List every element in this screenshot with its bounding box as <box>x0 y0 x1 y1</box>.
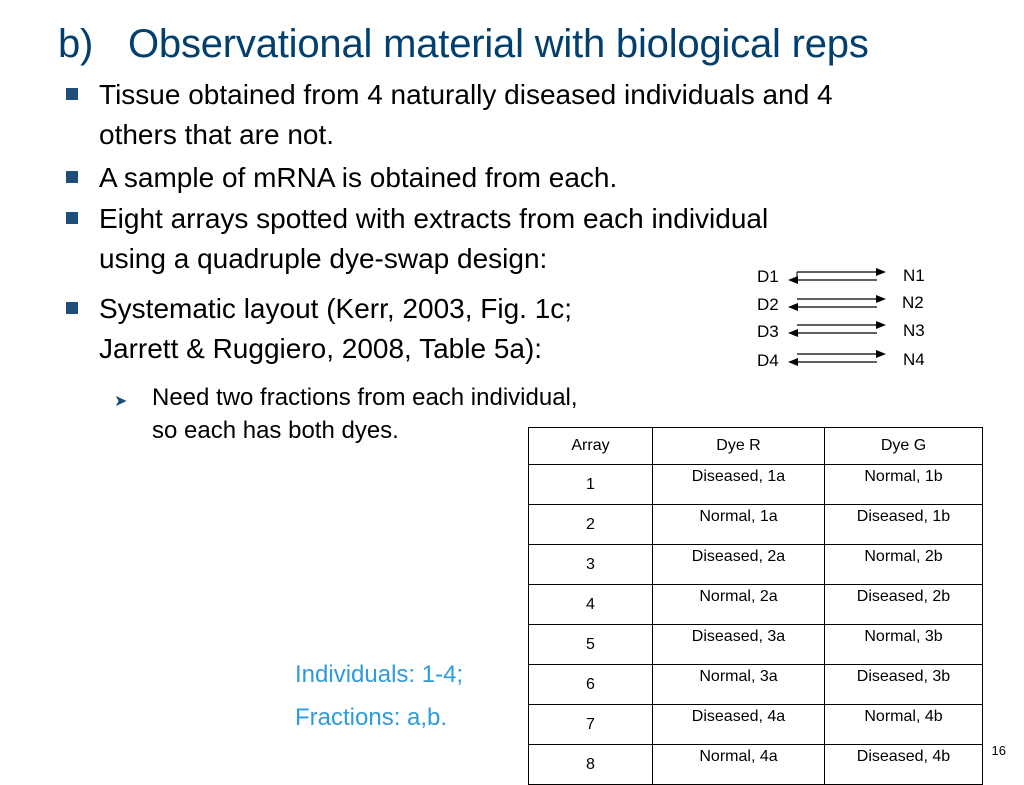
arrow-bullet-icon: ➤ <box>114 393 128 410</box>
arrowhead-left-icon <box>788 329 798 337</box>
bullet-mrna <box>99 158 617 198</box>
table-row <box>529 705 983 745</box>
cell-array: 6 <box>529 665 653 705</box>
title-letter: b) <box>58 22 94 66</box>
table-row <box>529 545 983 585</box>
header-dye-r: Dye R <box>653 428 825 465</box>
cell-array: 5 <box>529 625 653 665</box>
header-dye-g: Dye G <box>825 428 983 465</box>
arrowhead-right-icon <box>876 321 886 329</box>
cell-dye-g: Normal, 2b <box>825 545 983 585</box>
page-number: 16 <box>991 743 1006 758</box>
cell-array: 7 <box>529 705 653 745</box>
diagram-label-d3: D3 <box>757 322 779 341</box>
note-individuals: Individuals: 1-4; <box>295 661 464 688</box>
header-array: Array <box>529 428 653 465</box>
arrowhead-left-icon <box>788 303 798 311</box>
cell-dye-g: Diseased, 4b <box>825 745 983 785</box>
square-bullet-icon <box>66 212 78 224</box>
cell-array: 2 <box>529 505 653 545</box>
bullet-line: A sample of mRNA is obtained from each. <box>99 162 618 193</box>
cell-array: 8 <box>529 745 653 785</box>
dye-swap-diagram <box>740 256 960 376</box>
cell-dye-r: Normal, 4a <box>653 745 825 785</box>
bullet-arrays <box>99 199 768 279</box>
diagram-label-d2: D2 <box>757 295 779 314</box>
subbullet-line: so each has both dyes. <box>152 417 399 444</box>
cell-dye-g: Normal, 4b <box>825 705 983 745</box>
bullet-line: Systematic layout (Kerr, 2003, Fig. 1c; <box>99 293 573 324</box>
cell-array: 3 <box>529 545 653 585</box>
bullet-line: Tissue obtained from 4 naturally diseased individuals and 4 <box>99 79 833 110</box>
table-row <box>529 625 983 665</box>
cell-dye-r: Diseased, 2a <box>653 545 825 585</box>
table-row <box>529 665 983 705</box>
bullet-layout <box>99 289 572 369</box>
bullet-line: using a quadruple dye-swap design: <box>99 243 548 274</box>
arrowhead-right-icon <box>876 295 886 303</box>
bullet-tissue <box>99 75 833 155</box>
arrowhead-right-icon <box>876 350 886 358</box>
cell-dye-g: Normal, 1b <box>825 465 983 505</box>
arrowhead-left-icon <box>788 276 798 284</box>
diagram-label-n3: N3 <box>903 321 925 340</box>
arrowhead-left-icon <box>788 358 798 366</box>
cell-array: 1 <box>529 465 653 505</box>
bullet-line: others that are not. <box>99 119 335 150</box>
cell-dye-g: Diseased, 3b <box>825 665 983 705</box>
square-bullet-icon <box>66 88 78 100</box>
table-row <box>529 505 983 545</box>
cell-dye-r: Normal, 3a <box>653 665 825 705</box>
square-bullet-icon <box>66 302 78 314</box>
cell-dye-r: Diseased, 3a <box>653 625 825 665</box>
slide-title <box>58 22 869 67</box>
subbullet-fractions <box>114 381 578 447</box>
cell-dye-r: Diseased, 1a <box>653 465 825 505</box>
diagram-label-d4: D4 <box>757 351 779 370</box>
table-header-row <box>529 428 983 465</box>
table-row <box>529 465 983 505</box>
cell-dye-r: Normal, 2a <box>653 585 825 625</box>
cell-array: 4 <box>529 585 653 625</box>
bullet-line: Eight arrays spotted with extracts from each individual <box>99 203 769 234</box>
diagram-label-n2: N2 <box>902 293 924 312</box>
cell-dye-r: Normal, 1a <box>653 505 825 545</box>
note-fractions: Fractions: a,b. <box>295 704 448 731</box>
table-row <box>529 745 983 785</box>
title-text: Observational material with biological reps <box>128 22 869 66</box>
cell-dye-g: Normal, 3b <box>825 625 983 665</box>
diagram-label-n4: N4 <box>903 350 925 369</box>
diagram-label-n1: N1 <box>903 266 925 285</box>
cell-dye-g: Diseased, 2b <box>825 585 983 625</box>
arrowhead-right-icon <box>876 268 886 276</box>
square-bullet-icon <box>66 171 78 183</box>
cell-dye-g: Diseased, 1b <box>825 505 983 545</box>
array-design-table <box>528 427 983 785</box>
subbullet-line: Need two fractions from each individual, <box>152 384 578 411</box>
cell-dye-r: Diseased, 4a <box>653 705 825 745</box>
table-row <box>529 585 983 625</box>
diagram-label-d1: D1 <box>757 267 779 286</box>
bullet-line: Jarrett & Ruggiero, 2008, Table 5a): <box>99 333 543 364</box>
